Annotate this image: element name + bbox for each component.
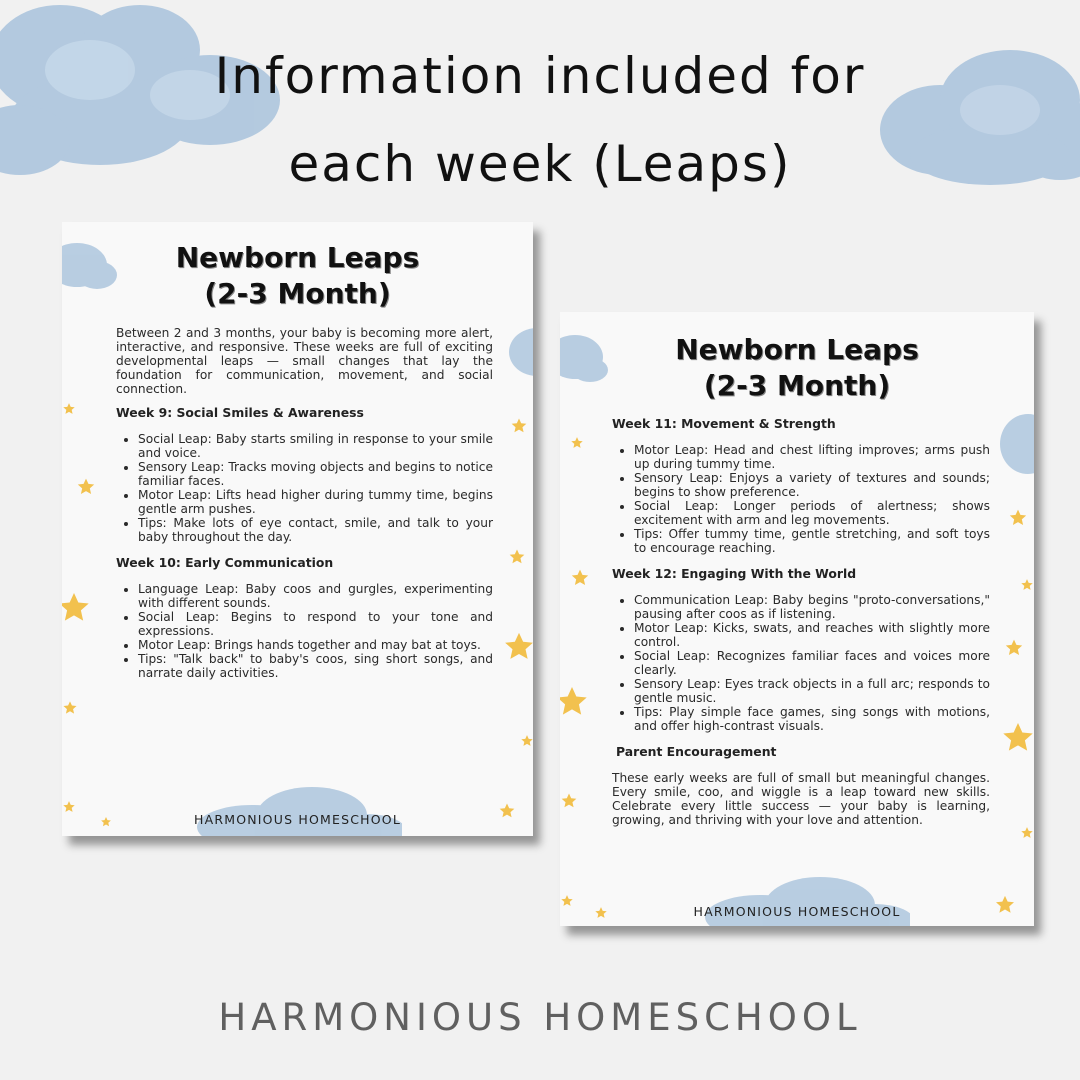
list-item: • Tips: "Talk back" to baby's coos, sing short songs, and narrate daily activities. — [138, 652, 493, 680]
star-icon — [1020, 578, 1034, 592]
page-2-title — [560, 332, 1034, 404]
star-icon — [62, 402, 76, 416]
star-icon — [510, 417, 528, 435]
star-icon — [76, 477, 96, 497]
list-item: • Language Leap: Baby coos and gurgles, experimenting with different sounds. — [138, 582, 493, 610]
list-item: • Social Leap: Longer periods of alertness; shows excitement with arm and leg movements. — [634, 499, 990, 527]
list-item: • Social Leap: Baby starts smiling in response to your smile and voice. — [138, 432, 493, 460]
intro-paragraph: Between 2 and 3 months, your baby is becoming more alert, interactive, and responsive. These weeks are full of exciting developmental leaps — small changes that lay the foundation for communication, movement, and social connection. — [116, 326, 493, 396]
list-item: • Motor Leap: Brings hands together and may bat at toys. — [138, 638, 493, 652]
page-heading — [0, 32, 1080, 208]
list-item: • Social Leap: Recognizes familiar faces and voices more clearly. — [634, 649, 990, 677]
list-item: • Motor Leap: Lifts head higher during tummy time, begins gentle arm pushes. — [138, 488, 493, 516]
page-2-title-line-2: (2-3 Month) — [703, 369, 891, 402]
parent-encouragement-text: These early weeks are full of small but meaningful changes. Every smile, coo, and wiggle is a leap toward new skills. Celebrate every little success — your baby is learning, growing, and thriving with your love and attention. — [612, 771, 990, 827]
week-11-list — [612, 443, 990, 555]
page-1-title-line-2: (2-3 Month) — [204, 277, 391, 310]
star-icon — [502, 627, 533, 667]
star-icon — [1008, 508, 1028, 528]
week-11-heading: Week 11: Movement & Strength — [612, 416, 836, 431]
cloud-icon — [990, 404, 1034, 484]
list-item: • Social Leap: Begins to respond to your tone and expressions. — [138, 610, 493, 638]
star-icon — [62, 700, 78, 716]
list-item: • Sensory Leap: Eyes track objects in a full arc; responds to gentle music. — [634, 677, 990, 705]
cloud-icon — [502, 317, 533, 387]
star-icon — [1004, 638, 1024, 658]
heading-line-2: each week (Leaps) — [288, 135, 792, 193]
star-icon — [560, 680, 590, 724]
list-item: • Sensory Leap: Tracks moving objects and begins to notice familiar faces. — [138, 460, 493, 488]
page-1-title — [62, 240, 533, 312]
star-icon — [570, 568, 590, 588]
parent-encouragement-heading: Parent Encouragement — [616, 744, 777, 759]
heading-line-1: Information included for — [214, 47, 866, 105]
list-item: • Motor Leap: Kicks, swats, and reaches with slightly more control. — [634, 621, 990, 649]
list-item: • Motor Leap: Head and chest lifting improves; arms push up during tummy time. — [634, 443, 990, 471]
week-12-heading: Week 12: Engaging With the World — [612, 566, 857, 581]
page-1-body — [116, 326, 493, 692]
list-item: • Communication Leap: Baby begins "proto-conversations," pausing after coos as if listening. — [634, 593, 990, 621]
footer-brand: HARMONIOUS HOMESCHOOL — [218, 996, 862, 1039]
list-item: • Tips: Offer tummy time, gentle stretching, and soft toys to encourage reaching. — [634, 527, 990, 555]
page-2-brand: HARMONIOUS HOMESCHOOL — [693, 904, 901, 919]
page-1-brand: HARMONIOUS HOMESCHOOL — [193, 812, 402, 827]
week-9-heading: Week 9: Social Smiles & Awareness — [116, 405, 364, 420]
list-item: • Sensory Leap: Enjoys a variety of textures and sounds; begins to show preference. — [634, 471, 990, 499]
worksheet-page-2 — [560, 312, 1034, 926]
star-icon — [508, 548, 526, 566]
week-9-list — [116, 432, 493, 544]
list-item: • Tips: Make lots of eye contact, smile, and talk to your baby throughout the day. — [138, 516, 493, 544]
week-12-list — [612, 593, 990, 733]
star-icon — [1020, 826, 1034, 840]
star-icon — [62, 590, 92, 626]
page-2-body — [612, 417, 990, 837]
worksheet-page-1 — [62, 222, 533, 836]
star-icon — [1000, 712, 1034, 764]
star-icon — [570, 436, 584, 450]
star-icon — [560, 792, 578, 810]
week-10-list — [116, 582, 493, 680]
page-2-title-line-1: Newborn Leaps — [675, 333, 919, 366]
star-icon — [520, 734, 533, 748]
list-item: • Tips: Play simple face games, sing songs with motions, and offer high-contrast visuals. — [634, 705, 990, 733]
page-1-title-line-1: Newborn Leaps — [175, 241, 420, 274]
week-10-heading: Week 10: Early Communication — [116, 555, 334, 570]
